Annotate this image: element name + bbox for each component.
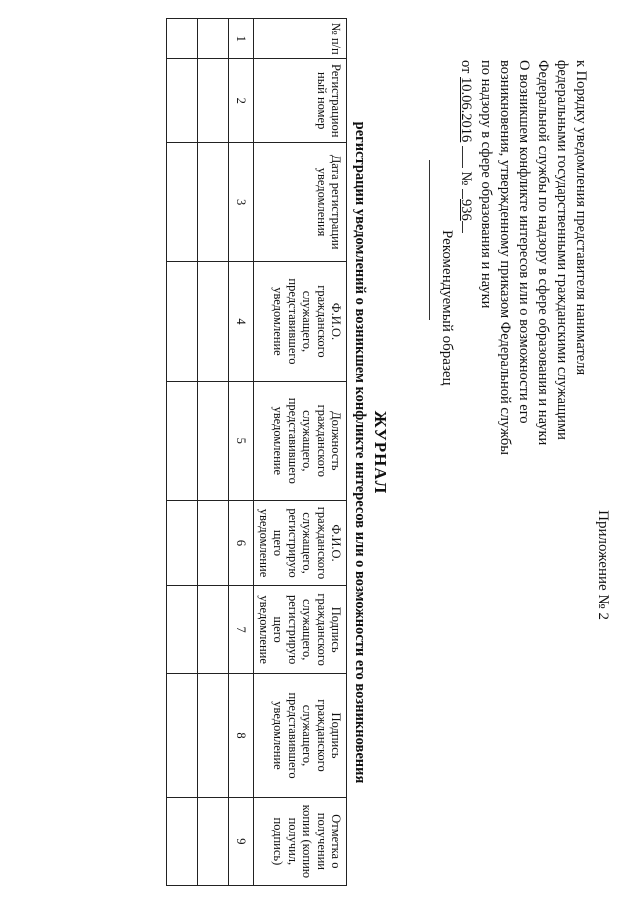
header-cell: Дата регистрации уведомления xyxy=(253,142,346,261)
empty-cell xyxy=(166,381,197,500)
header-cell: Ф.И.О. гражданского служащего, представившего уведомление xyxy=(253,262,346,381)
column-number: 7 xyxy=(228,586,253,674)
order-date-line xyxy=(456,60,475,660)
empty-cell xyxy=(166,262,197,381)
appendix-title: Приложение № 2 xyxy=(595,510,611,620)
recommended-label: Рекомендуемый образец xyxy=(439,230,455,386)
appendix-block xyxy=(456,60,612,660)
header-cell: Регистрацион ный номер xyxy=(253,59,346,142)
empty-cell xyxy=(166,19,197,59)
empty-cell xyxy=(166,59,197,142)
column-number: 9 xyxy=(228,797,253,885)
empty-cell xyxy=(197,500,228,585)
empty-cell xyxy=(166,142,197,261)
appendix-line: О возникшем конфликте интересов или о возможности его xyxy=(515,60,532,424)
empty-cell xyxy=(197,142,228,261)
journal-title: ЖУРНАЛ xyxy=(371,410,390,495)
empty-row xyxy=(166,19,197,886)
appendix-line: возникновения, утвержденному приказом Федеральной службы xyxy=(496,60,513,456)
appendix-line: по надзору в сфере образования и науки xyxy=(477,60,494,309)
empty-cell xyxy=(197,797,228,885)
header-cell: Подпись гражданского служащего, представившего уведомление xyxy=(253,674,346,797)
journal-heading xyxy=(351,0,390,905)
appendix-line: к Порядку уведомления представителя нанимателя xyxy=(573,60,590,376)
header-row xyxy=(253,19,346,886)
empty-row xyxy=(197,19,228,886)
header-cell: Отметка о получении копии (копию получил, подпись) xyxy=(253,797,346,885)
column-number: 6 xyxy=(228,500,253,585)
empty-cell xyxy=(166,586,197,674)
empty-cell xyxy=(197,59,228,142)
empty-cell xyxy=(197,262,228,381)
column-number: 8 xyxy=(228,674,253,797)
empty-cell xyxy=(166,797,197,885)
order-date: 10.06.2016 xyxy=(458,77,475,143)
empty-cell xyxy=(197,674,228,797)
column-number: 5 xyxy=(228,381,253,500)
appendix-line: Федеральной службы по надзору в сфере образования и науки xyxy=(534,60,551,446)
header-cell: Подпись гражданского служащего, регистрирую щего уведомление xyxy=(253,586,346,674)
date-prefix: от xyxy=(458,60,475,74)
column-number: 1 xyxy=(228,19,253,59)
header-cell: Должность гражданского служащего, представившего уведомление xyxy=(253,381,346,500)
header-cell: Ф.И.О. гражданского служащего, регистрирую щего уведомление xyxy=(253,500,346,585)
number-prefix: № xyxy=(458,171,475,186)
empty-cell xyxy=(197,19,228,59)
journal-subtitle: регистрации уведомлений о возникшем конфликте интересов или о возможности его возникновения xyxy=(352,121,368,784)
order-number: 936 xyxy=(458,199,475,221)
column-number: 3 xyxy=(228,142,253,261)
column-number: 2 xyxy=(228,59,253,142)
appendix-line: федеральными государственными гражданскими служащими xyxy=(554,60,571,440)
underline-rule xyxy=(429,160,430,320)
empty-cell xyxy=(197,381,228,500)
empty-cell xyxy=(166,674,197,797)
column-number-row xyxy=(228,19,253,886)
empty-cell xyxy=(166,500,197,585)
journal-table xyxy=(166,18,347,886)
column-number: 4 xyxy=(228,262,253,381)
empty-cell xyxy=(197,586,228,674)
header-cell: № п/п xyxy=(253,19,346,59)
